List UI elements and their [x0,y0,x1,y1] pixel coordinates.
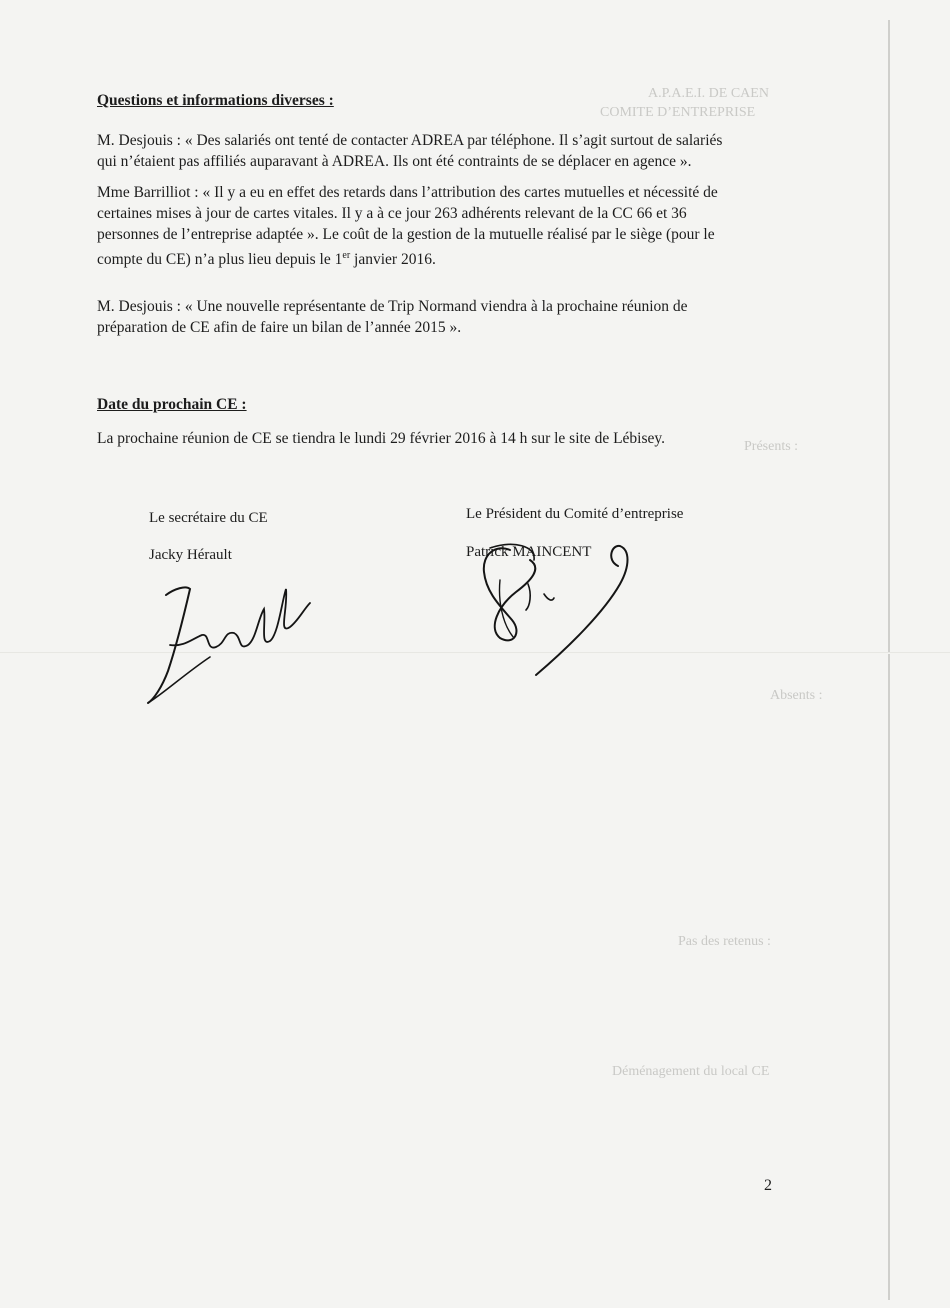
scan-edge-line [888,20,890,1300]
text-line: préparation de CE afin de faire un bilan de l’année 2015 ». [97,319,462,336]
secretary-signature [140,575,320,715]
paragraph-desjouis-trip [97,296,770,338]
text-line: certaines mises à jour de cartes vitales. Il y a à ce jour 263 adhérents relevant de la CC 66 et 36 [97,205,687,222]
text-fragment: janvier 2016. [354,251,436,269]
show-through-text: Absents : [770,688,823,703]
text-line: M. Desjouis : « Des salariés ont tenté de contacter ADREA par téléphone. Il s’agit surtout de salariés [97,132,723,149]
page-number: 2 [764,1177,772,1194]
section-heading-next-meeting: Date du prochain CE : [97,396,247,413]
show-through-text: A.P.A.E.I. DE CAEN [648,86,769,101]
text-fragment: compte du CE) n’a plus lieu depuis le 1 [97,251,343,269]
secretary-title: Le secrétaire du CE [149,510,268,526]
secretary-name: Jacky Hérault [149,547,232,563]
president-title: Le Président du Comité d’entreprise [466,506,684,522]
text-line [97,245,770,270]
show-through-text: Déménagement du local CE [612,1064,770,1079]
president-signature [470,520,650,685]
text-line: Mme Barrilliot : « Il y a eu en effet des retards dans l’attribution des cartes mutuelles et nécessité de [97,184,718,201]
show-through-text: Pas des retenus : [678,934,771,949]
ordinal-superscript: er [342,250,351,261]
text-line: personnes de l’entreprise adaptée ». Le coût de la gestion de la mutuelle réalisé par le siège (pour le [97,226,715,243]
president-name: Patrick MAINCENT [466,544,592,560]
text-line: M. Desjouis : « Une nouvelle représentante de Trip Normand viendra à la prochaine réunion de [97,298,688,315]
next-meeting-text: La prochaine réunion de CE se tiendra le lundi 29 février 2016 à 14 h sur le site de Lébisey. [97,430,666,447]
paragraph-desjouis-adrea [97,130,770,172]
show-through-text: Présents : [744,439,799,454]
paragraph-barrilliot [97,182,770,270]
text-line: qui n’étaient pas affiliés auparavant à ADREA. Ils ont été contraints de se déplacer en agence ». [97,153,692,170]
section-heading-questions: Questions et informations diverses : [97,92,334,109]
show-through-text: COMITE D’ENTREPRISE [600,105,756,120]
